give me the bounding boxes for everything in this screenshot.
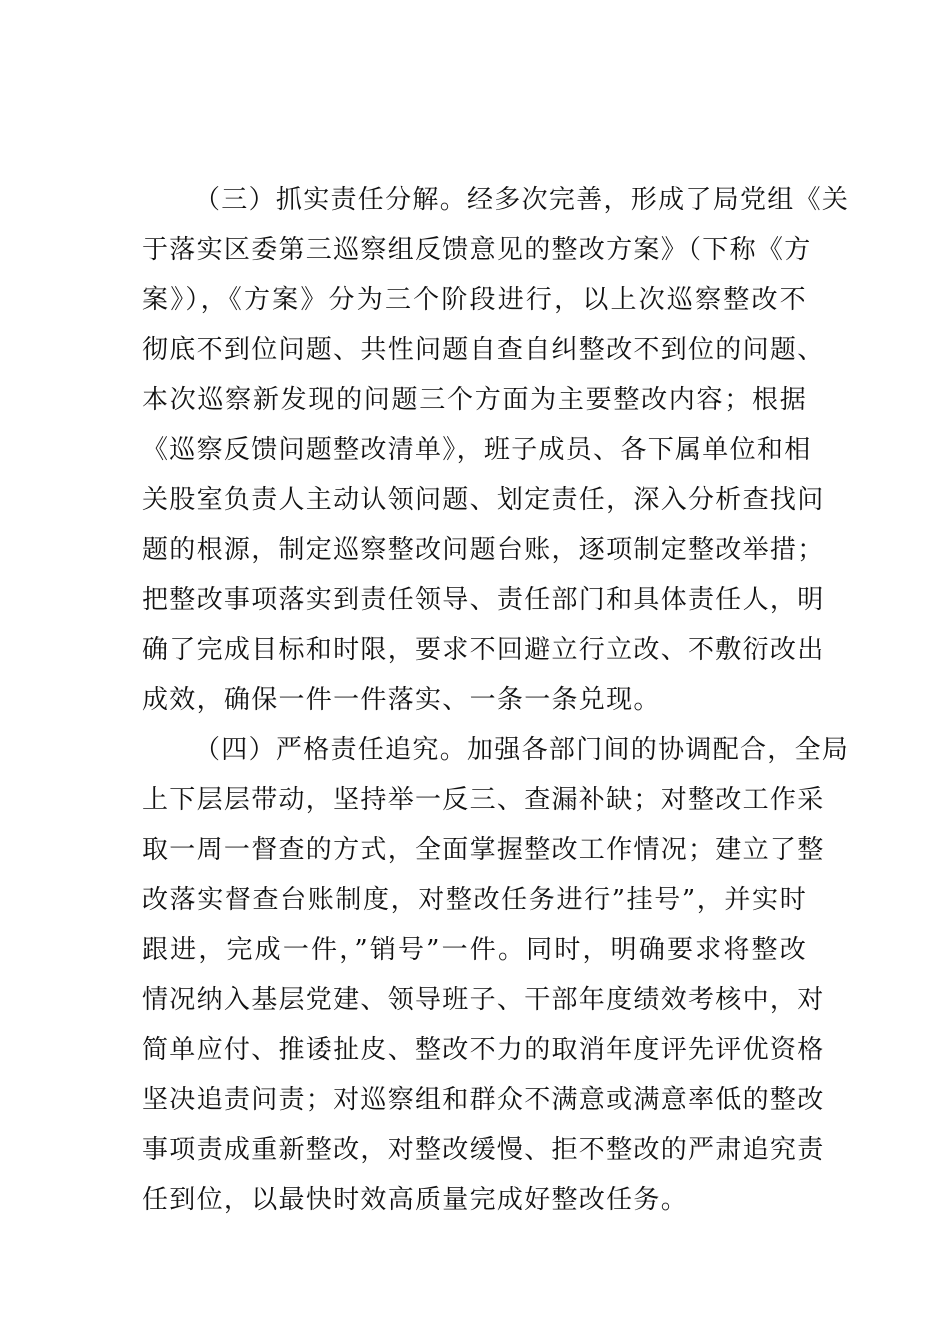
paragraph-3-line-11: 成效，确保一件一件落实、一条一条兑现。 [142, 685, 661, 715]
paragraph-3-line-2: 于落实区委第三巡察组反馈意见的整改方案》（下称《方 [142, 235, 812, 265]
paragraph-4-line-10: 任到位，以最快时效高质量完成好整改任务。 [142, 1185, 689, 1215]
paragraph-4-line-1: （四）严格责任追究。加强各部门间的协调配合，全局 [194, 735, 850, 765]
paragraph-4-line-8: 坚决追责问责；对巡察组和群众不满意或满意率低的整改 [142, 1085, 825, 1115]
paragraph-3-line-1: （三）抓实责任分解。经多次完善，形成了局党组《关 [194, 185, 850, 215]
paragraph-4-line-5: 跟进，完成一件，”销号”一件。同时，明确要求将整改 [142, 935, 807, 965]
paragraph-3-line-7: 关股室负责人主动认领问题、划定责任，深入分析查找问 [142, 485, 825, 515]
paragraph-3-line-9: 把整改事项落实到责任领导、责任部门和具体责任人，明 [142, 585, 825, 615]
paragraph-4-line-6: 情况纳入基层党建、领导班子、干部年度绩效考核中，对 [142, 985, 825, 1015]
paragraph-4-line-4: 改落实督查台账制度，对整改任务进行”挂号”，并实时 [142, 885, 807, 915]
paragraph-3-line-5: 本次巡察新发现的问题三个方面为主要整改内容；根据 [142, 385, 807, 415]
paragraph-4-line-2: 上下层层带动，坚持举一反三、查漏补缺；对整改工作采 [142, 785, 825, 815]
paragraph-3-line-8: 题的根源，制定巡察整改问题台账，逐项制定整改举措； [142, 535, 825, 565]
paragraph-4-line-3: 取一周一督查的方式，全面掌握整改工作情况；建立了整 [142, 835, 825, 865]
paragraph-3-line-10: 确了完成目标和时限，要求不回避立行立改、不敷衍改出 [142, 635, 825, 665]
paragraph-3-line-4: 彻底不到位问题、共性问题自查自纠整改不到位的问题、 [142, 335, 825, 365]
paragraph-4-line-7: 简单应付、推诿扯皮、整改不力的取消年度评先评优资格 [142, 1035, 825, 1065]
paragraph-3-line-3: 案》），《方案》分为三个阶段进行，以上次巡察整改不 [142, 285, 807, 315]
paragraph-4-line-9: 事项责成重新整改，对整改缓慢、拒不整改的严肃追究责 [142, 1135, 825, 1165]
paragraph-3-line-6: 《巡察反馈问题整改清单》，班子成员、各下属单位和相 [142, 435, 812, 465]
